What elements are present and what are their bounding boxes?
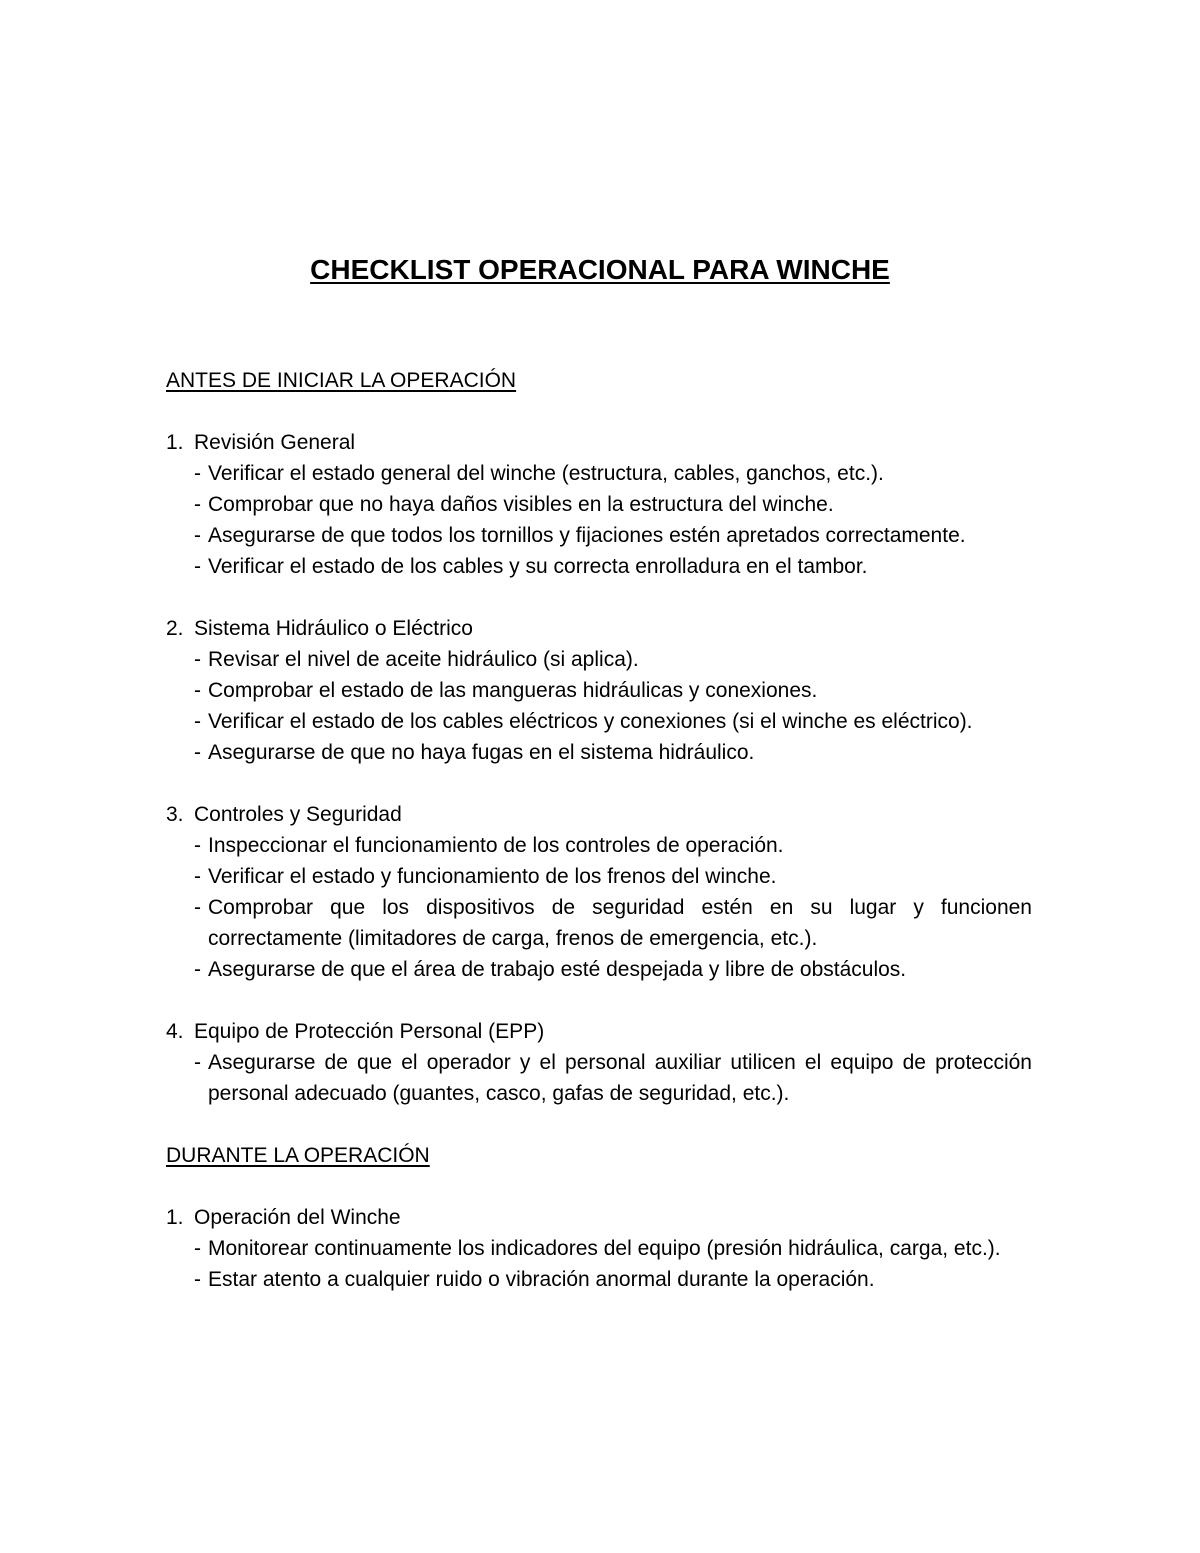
checklist-bullet [166, 675, 1032, 706]
checklist-bullet [166, 954, 1032, 985]
checklist-bullet [166, 551, 1032, 582]
bullet-text: Monitorear continuamente los indicadores del equipo (presión hidráulica, carga, etc.). [208, 1237, 1001, 1260]
bullet-dash: - [194, 493, 201, 516]
section-heading-durante: DURANTE LA OPERACIÓN [166, 1144, 430, 1167]
item-number: 2. [166, 617, 184, 640]
checklist-item-heading [166, 1202, 1032, 1233]
checklist-bullet [166, 861, 1032, 892]
bullet-text: Asegurarse de que todos los tornillos y fijaciones estén apretados correctamente. [208, 524, 966, 547]
bullet-text: Comprobar que los dispositivos de seguridad estén en su lugar y funcionen correctamente (limitadores de carga, frenos de emergencia, etc.). [208, 896, 1032, 950]
checklist-bullet [166, 706, 1032, 737]
bullet-text: Verificar el estado de los cables y su correcta enrolladura en el tambor. [208, 555, 868, 578]
document-title: CHECKLIST OPERACIONAL PARA WINCHE [310, 254, 890, 285]
document-body [166, 365, 1032, 1295]
checklist-bullet [166, 830, 1032, 861]
bullet-text: Asegurarse de que no haya fugas en el sistema hidráulico. [208, 741, 755, 764]
checklist-bullet [166, 520, 1032, 551]
bullet-text: Verificar el estado y funcionamiento de los frenos del winche. [208, 865, 777, 888]
checklist-bullet [166, 644, 1032, 675]
item-number: 3. [166, 803, 184, 826]
bullet-dash: - [194, 555, 201, 578]
bullet-dash: - [194, 524, 201, 547]
checklist-bullet [166, 737, 1032, 768]
bullet-dash: - [194, 958, 201, 981]
bullet-dash: - [194, 710, 201, 733]
item-number: 1. [166, 1206, 184, 1229]
checklist-item-heading [166, 799, 1032, 830]
bullet-text: Inspeccionar el funcionamiento de los controles de operación. [208, 834, 784, 857]
item-number: 4. [166, 1020, 184, 1043]
checklist-bullet [166, 1264, 1032, 1295]
item-title: Sistema Hidráulico o Eléctrico [194, 617, 473, 640]
item-title: Controles y Seguridad [194, 803, 402, 826]
bullet-dash: - [194, 679, 201, 702]
checklist-bullet [166, 892, 1032, 954]
checklist-bullet [166, 489, 1032, 520]
checklist-bullet [166, 458, 1032, 489]
bullet-dash: - [194, 1051, 201, 1074]
bullet-dash: - [194, 648, 201, 671]
bullet-dash: - [194, 1268, 201, 1291]
checklist-item-heading [166, 427, 1032, 458]
bullet-text: Asegurarse de que el área de trabajo esté despejada y libre de obstáculos. [208, 958, 907, 981]
bullet-dash: - [194, 896, 201, 919]
bullet-dash: - [194, 865, 201, 888]
checklist-item-heading [166, 1016, 1032, 1047]
bullet-dash: - [194, 1237, 201, 1260]
bullet-dash: - [194, 741, 201, 764]
bullet-text: Verificar el estado general del winche (estructura, cables, ganchos, etc.). [208, 462, 884, 485]
bullet-text: Asegurarse de que el operador y el personal auxiliar utilicen el equipo de protección personal adecuado (guantes, casco, gafas de seguridad, etc.). [208, 1051, 1032, 1105]
bullet-dash: - [194, 462, 201, 485]
item-title: Equipo de Protección Personal (EPP) [194, 1020, 545, 1043]
item-title: Revisión General [194, 431, 356, 454]
checklist-item-heading [166, 613, 1032, 644]
checklist-bullet [166, 1047, 1032, 1109]
bullet-text: Verificar el estado de los cables eléctricos y conexiones (si el winche es eléctrico). [208, 710, 973, 733]
checklist-bullet [166, 1233, 1032, 1264]
bullet-text: Estar atento a cualquier ruido o vibración anormal durante la operación. [208, 1268, 875, 1291]
bullet-text: Comprobar que no haya daños visibles en la estructura del winche. [208, 493, 834, 516]
bullet-text: Comprobar el estado de las mangueras hidráulicas y conexiones. [208, 679, 818, 702]
item-number: 1. [166, 431, 184, 454]
bullet-dash: - [194, 834, 201, 857]
bullet-text: Revisar el nivel de aceite hidráulico (si aplica). [208, 648, 639, 671]
item-title: Operación del Winche [194, 1206, 401, 1229]
section-heading-antes: ANTES DE INICIAR LA OPERACIÓN [166, 369, 517, 392]
